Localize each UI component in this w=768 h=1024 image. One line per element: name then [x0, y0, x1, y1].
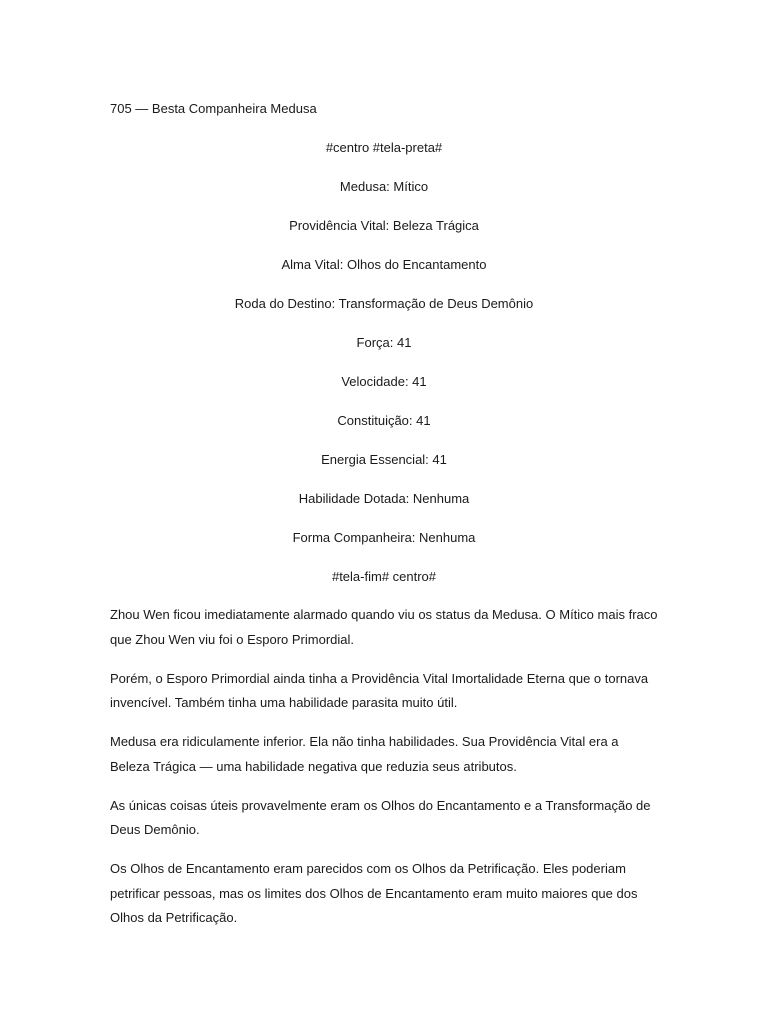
paragraph: Porém, o Esporo Primordial ainda tinha a Providência Vital Imortalidade Eterna que o tornava invencível. Também tinha uma habilidade parasita muito útil. — [110, 670, 649, 710]
document-page — [110, 100, 658, 945]
status-line: Força: 41 — [356, 335, 412, 350]
paragraph: Zhou Wen ficou imediatamente alarmado quando viu os status da Medusa. O Mítico mais fraco que Zhou Wen viu foi o Esporo Primordial. — [110, 607, 658, 647]
status-line: #centro #tela-preta# — [325, 140, 443, 155]
paragraph: Os Olhos de Encantamento eram parecidos com os Olhos da Petrificação. Eles poderiam petrificar pessoas, mas os limites dos Olhos de Encantamento eram muito maiores que dos Olhos da Petrificação. — [110, 861, 638, 925]
status-line: Forma Companheira: Nenhuma — [292, 530, 476, 545]
status-block — [110, 139, 658, 586]
status-line: Providência Vital: Beleza Trágica — [289, 218, 479, 233]
status-line: Habilidade Dotada: Nenhuma — [298, 491, 470, 506]
status-line: Constituição: 41 — [337, 413, 431, 428]
body-text — [110, 603, 658, 931]
status-line: Velocidade: 41 — [341, 374, 427, 389]
status-line: #tela-fim# centro# — [331, 569, 437, 584]
paragraph: Medusa era ridiculamente inferior. Ela não tinha habilidades. Sua Providência Vital era a Beleza Trágica — uma habilidade negativa que reduzia seus atributos. — [110, 734, 619, 774]
chapter-heading: 705 — Besta Companheira Medusa — [110, 101, 317, 116]
status-line: Energia Essencial: 41 — [321, 452, 447, 467]
status-line: Medusa: Mítico — [339, 179, 429, 194]
paragraph: As únicas coisas úteis provavelmente eram os Olhos do Encantamento e a Transformação de Deus Demônio. — [110, 797, 651, 837]
status-line: Alma Vital: Olhos do Encantamento — [281, 257, 487, 272]
status-line: Roda do Destino: Transformação de Deus Demônio — [234, 296, 534, 311]
